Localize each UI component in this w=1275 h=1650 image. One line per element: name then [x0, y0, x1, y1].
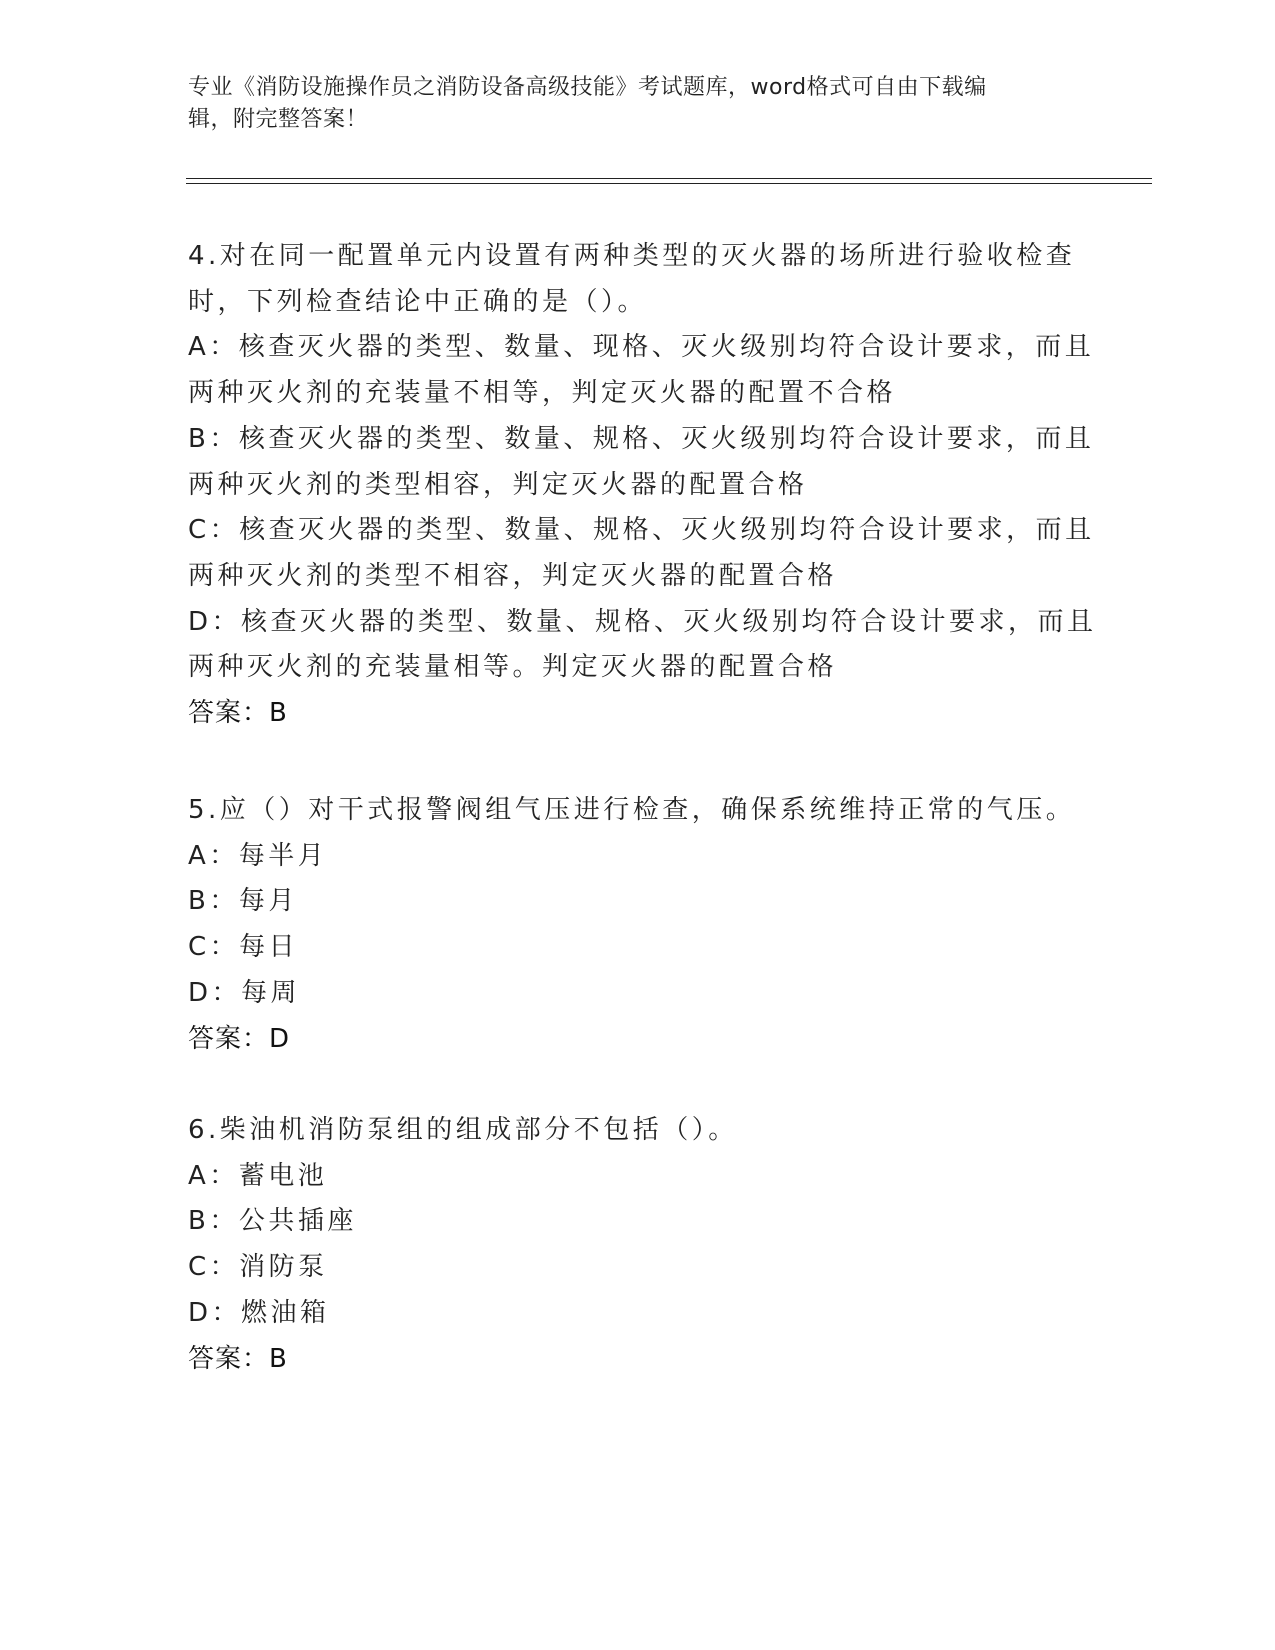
option-a: A：每半月: [188, 840, 328, 871]
question-6: [188, 1108, 1088, 1382]
answer-label: 答案：B: [188, 698, 288, 729]
header-line-1: 专业《消防设施操作员之消防设备高级技能》考试题库，word格式可自由下载编: [188, 75, 987, 100]
question-4: [188, 234, 1097, 737]
option-c: C：每日: [188, 932, 299, 963]
option-d-line-1: D：核查灭火器的类型、数量、规格、灭火级别均符合设计要求，而且: [188, 606, 1097, 637]
answer-label: 答案：B: [188, 1343, 288, 1374]
option-b-line-1: B：核查灭火器的类型、数量、规格、灭火级别均符合设计要求，而且: [188, 423, 1095, 454]
option-b: B：公共插座: [188, 1206, 357, 1237]
option-a: A：蓄电池: [188, 1160, 328, 1191]
answer-label: 答案：D: [188, 1023, 291, 1054]
question-stem-line: 时，下列检查结论中正确的是（）。: [188, 286, 648, 317]
header-divider-top: [186, 178, 1152, 179]
question-stem-line: 4.对在同一配置单元内设置有两种类型的灭火器的场所进行验收检查: [188, 241, 1076, 271]
option-d: D：燃油箱: [188, 1297, 330, 1328]
header-divider-bottom: [186, 183, 1152, 184]
document-header: [188, 72, 1088, 136]
question-stem-line: 6.柴油机消防泵组的组成部分不包括（）。: [188, 1115, 738, 1145]
option-a-line-2: 两种灭火剂的充装量不相等，判定灭火器的配置不合格: [188, 378, 897, 409]
option-c-line-2: 两种灭火剂的类型不相容，判定灭火器的配置合格: [188, 560, 838, 591]
question-5: [188, 788, 1088, 1062]
option-d-line-2: 两种灭火剂的充装量相等。判定灭火器的配置合格: [188, 652, 838, 683]
header-line-2: 辑，附完整答案！: [188, 107, 369, 132]
option-a-line-1: A：核查灭火器的类型、数量、现格、灭火级别均符合设计要求，而且: [188, 332, 1095, 363]
option-d: D：每周: [188, 977, 301, 1008]
option-c: C：消防泵: [188, 1252, 328, 1283]
option-b-line-2: 两种灭火剂的类型相容，判定灭火器的配置合格: [188, 469, 808, 500]
option-b: B：每月: [188, 886, 298, 917]
question-stem-line: 5.应（）对干式报警阀组气压进行检查，确保系统维持正常的气压。: [188, 795, 1076, 825]
option-c-line-1: C：核查灭火器的类型、数量、规格、灭火级别均符合设计要求，而且: [188, 515, 1095, 546]
